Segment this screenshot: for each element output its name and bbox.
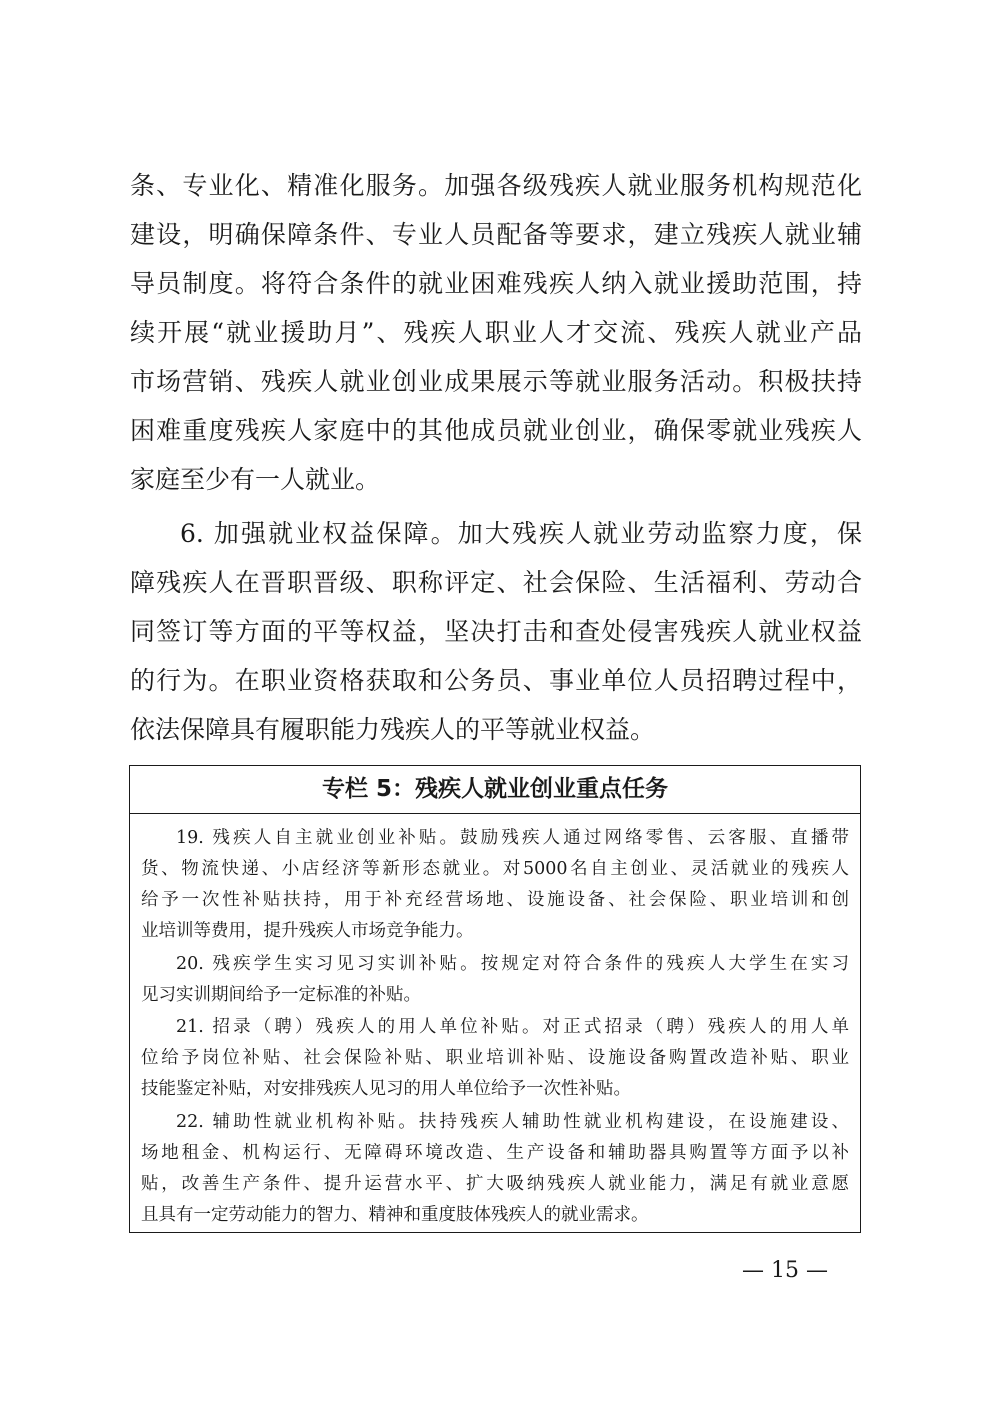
body-line: 市场营销、残疾人就业创业成果展示等就业服务活动。积极扶持	[130, 367, 862, 396]
box-line: 21. 招录（聘）残疾人的用人单位补贴。对正式招录（聘）残疾人的用人单	[176, 1017, 849, 1037]
box-line: 22. 辅助性就业机构补贴。扶持残疾人辅助性就业机构建设，在设施建设、	[176, 1112, 849, 1132]
column-box-title: 专栏 5：残疾人就业创业重点任务	[130, 766, 860, 814]
box-line: 见习实训期间给予一定标准的补贴。	[141, 985, 421, 1005]
box-line: 位给予岗位补贴、社会保险补贴、职业培训补贴、设施设备购置改造补贴、职业	[141, 1048, 849, 1068]
box-line: 且具有一定劳动能力的智力、精神和重度肢体残疾人的就业需求。	[141, 1205, 649, 1225]
body-line: 障残疾人在晋职晋级、职称评定、社会保险、生活福利、劳动合	[130, 568, 862, 597]
box-line: 业培训等费用，提升残疾人市场竞争能力。	[141, 921, 474, 941]
body-line: 家庭至少有一人就业。	[130, 465, 381, 494]
body-line: 6. 加强就业权益保障。加大残疾人就业劳动监察力度，保	[180, 519, 862, 548]
body-line: 的行为。在职业资格获取和公务员、事业单位人员招聘过程中，	[130, 666, 862, 695]
page-number: — 15 —	[742, 1258, 828, 1283]
box-line: 贴，改善生产条件、提升运营水平、扩大吸纳残疾人就业能力，满足有就业意愿	[141, 1174, 849, 1194]
body-line: 困难重度残疾人家庭中的其他成员就业创业，确保零就业残疾人	[130, 416, 862, 445]
box-line: 货、物流快递、小店经济等新形态就业。对5000名自主创业、灵活就业的残疾人	[141, 859, 849, 879]
body-line: 同签订等方面的平等权益，坚决打击和查处侵害残疾人就业权益	[130, 617, 862, 646]
box-line: 20. 残疾学生实习见习实训补贴。按规定对符合条件的残疾人大学生在实习	[176, 954, 849, 974]
box-line: 给予一次性补贴扶持，用于补充经营场地、设施设备、社会保险、职业培训和创	[141, 890, 849, 910]
box-line: 技能鉴定补贴，对安排残疾人见习的用人单位给予一次性补贴。	[141, 1079, 631, 1099]
body-line: 导员制度。将符合条件的就业困难残疾人纳入就业援助范围，持	[130, 269, 862, 298]
box-line: 19. 残疾人自主就业创业补贴。鼓励残疾人通过网络零售、云客服、直播带	[176, 828, 849, 848]
column-box	[129, 765, 861, 1233]
body-line: 续开展“就业援助月”、残疾人职业人才交流、残疾人就业产品	[130, 318, 862, 347]
body-line: 建设，明确保障条件、专业人员配备等要求，建立残疾人就业辅	[130, 220, 862, 249]
box-line: 场地租金、机构运行、无障碍环境改造、生产设备和辅助器具购置等方面予以补	[141, 1143, 849, 1163]
body-line: 条、专业化、精准化服务。加强各级残疾人就业服务机构规范化	[130, 171, 862, 200]
body-line: 依法保障具有履职能力残疾人的平等就业权益。	[130, 715, 656, 744]
